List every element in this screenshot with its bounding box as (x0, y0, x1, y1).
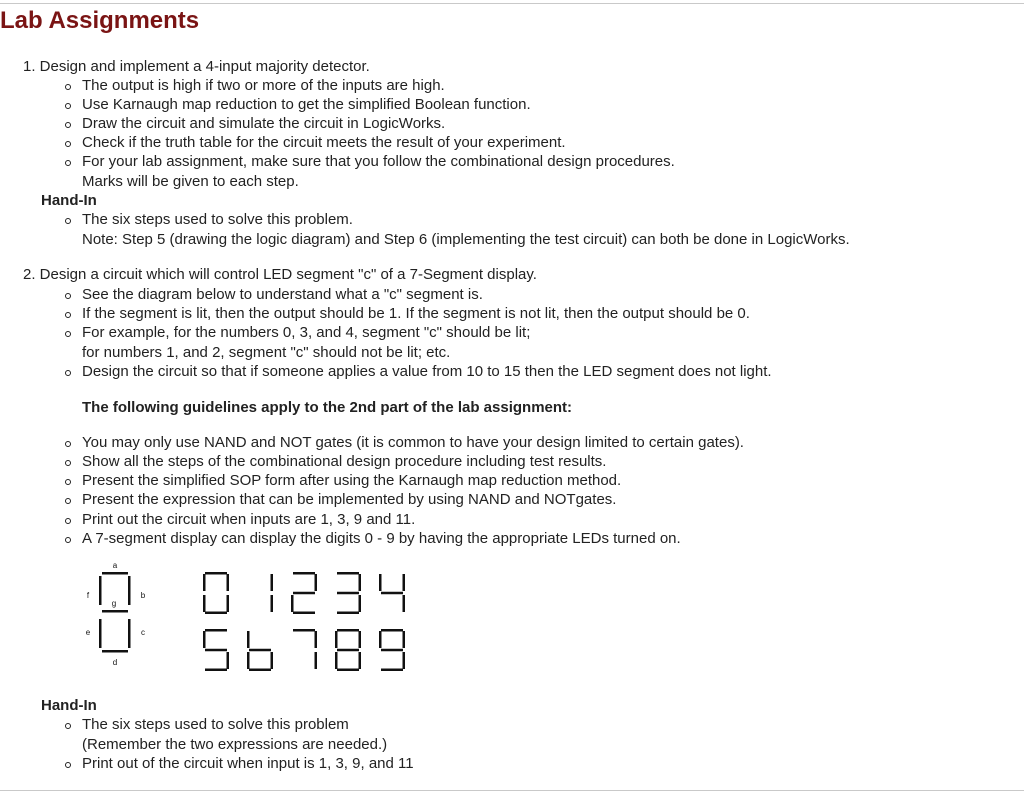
segment-d (205, 669, 227, 672)
seven-segment-digits (195, 570, 420, 680)
list-item-continuation: for numbers 1, and 2, segment "c" should not be lit; etc. (82, 344, 451, 361)
digit-5 (203, 629, 229, 671)
list-item: Use Karnaugh map reduction to get the simplified Boolean function. (82, 96, 531, 113)
segment-d (205, 612, 227, 615)
segment-label-a: a (112, 562, 118, 570)
segment-f (247, 631, 250, 648)
list-item: You may only use NAND and NOT gates (it is common to have your design limited to certain gates). (82, 434, 744, 451)
list-item: If the segment is lit, then the output should be 1. If the segment is not lit, then the output should be 0. (82, 305, 750, 322)
segment-a (205, 629, 227, 632)
segment-b (271, 574, 274, 591)
segment-c (227, 595, 230, 612)
digit-3 (337, 572, 361, 614)
segment-c (403, 652, 406, 669)
segment-a (337, 572, 359, 575)
segment-a (293, 629, 315, 632)
segment-label-g: g (111, 599, 117, 608)
handin-note: Note: Step 5 (drawing the logic diagram) and Step 6 (implementing the test circuit) can both be done in LogicWorks. (82, 231, 850, 248)
segment-f (379, 631, 382, 648)
list-item-continuation: (Remember the two expressions are needed.) (82, 736, 388, 753)
segment-g (249, 649, 271, 652)
list-item: Design the circuit so that if someone applies a value from 10 to 15 then the LED segment does not light. (82, 363, 772, 380)
segment-label-c: c (141, 628, 145, 637)
segment-b (315, 574, 318, 591)
segment-c (315, 652, 318, 669)
segment-label-b: b (140, 591, 146, 600)
segment-e (335, 652, 338, 669)
part1-heading: 1. Design and implement a 4-input majority detector. (23, 58, 370, 75)
segment-g (381, 592, 403, 595)
segment-f (335, 631, 338, 648)
segment-a (381, 629, 403, 632)
segment-d (337, 612, 359, 615)
list-item: Draw the circuit and simulate the circuit in LogicWorks. (82, 115, 446, 132)
segment-a (337, 629, 359, 632)
bottom-divider (0, 790, 1024, 791)
segment-b (403, 631, 406, 648)
segment-c (271, 652, 274, 669)
segment-b (359, 574, 362, 591)
guidelines-heading: The following guidelines apply to the 2nd part of the lab assignment: (82, 399, 573, 416)
handin-heading: Hand-In (41, 697, 97, 714)
list-item: The six steps used to solve this problem (82, 716, 349, 733)
segment-c (403, 595, 406, 612)
list-item: See the diagram below to understand what a "c" segment is. (82, 286, 483, 303)
digit-7 (293, 629, 317, 669)
digit-2 (291, 572, 317, 614)
segment-a (205, 572, 227, 575)
list-item: For your lab assignment, make sure that you follow the combinational design procedures. (82, 153, 675, 170)
segment-f (203, 631, 206, 648)
segment-b (403, 574, 406, 591)
list-item: Check if the truth table for the circuit meets the result of your experiment. (82, 134, 566, 151)
digit-6 (247, 631, 273, 671)
list-item: The six steps used to solve this problem. (82, 211, 353, 228)
list-item: Show all the steps of the combinational design procedure including test results. (82, 453, 607, 470)
page-title: Lab Assignments (0, 7, 200, 34)
segment-c (227, 652, 230, 669)
segment-c (359, 652, 362, 669)
segment-label-e: e (85, 628, 91, 637)
segment-g (293, 592, 315, 595)
digit-1 (271, 574, 274, 612)
segment-g (337, 592, 359, 595)
segment-b (227, 574, 230, 591)
segment-d (293, 612, 315, 615)
segment-f (203, 574, 206, 591)
segment-e (291, 595, 294, 612)
segment-d (337, 669, 359, 672)
digit-8 (335, 629, 361, 671)
segment-g (205, 649, 227, 652)
segment-b (359, 631, 362, 648)
segment-g (337, 649, 359, 652)
segment-e (203, 595, 206, 612)
list-item-continuation: Marks will be given to each step. (82, 173, 299, 190)
list-item: Print out of the circuit when input is 1, 3, 9, and 11 (82, 755, 414, 772)
segment-c (359, 595, 362, 612)
digit-9 (379, 629, 405, 671)
segment-e (247, 652, 250, 669)
list-item: Present the expression that can be implemented by using NAND and NOTgates. (82, 491, 617, 508)
segment-f (379, 574, 382, 591)
handin-heading: Hand-In (41, 192, 97, 209)
digit-4 (379, 574, 405, 612)
digit-0 (203, 572, 229, 614)
segment-b (315, 631, 318, 648)
part2-heading: 2. Design a circuit which will control LED segment "c" of a 7-Segment display. (23, 266, 537, 283)
list-item: A 7-segment display can display the digits 0 - 9 by having the appropriate LEDs turned on. (82, 530, 681, 547)
list-item: The output is high if two or more of the inputs are high. (82, 77, 445, 94)
segment-diagram (80, 562, 160, 674)
segment-a (293, 572, 315, 575)
segment-label-f: f (86, 591, 90, 600)
list-item: Present the simplified SOP form after using the Karnaugh map reduction method. (82, 472, 622, 489)
segment-d (381, 669, 403, 672)
segment-d (249, 669, 271, 672)
segment-g (381, 649, 403, 652)
segment-label-d: d (112, 658, 118, 667)
list-item: For example, for the numbers 0, 3, and 4, segment "c" should be lit; (82, 324, 531, 341)
list-item: Print out the circuit when inputs are 1, 3, 9 and 11. (82, 511, 416, 528)
segment-c (271, 595, 274, 612)
